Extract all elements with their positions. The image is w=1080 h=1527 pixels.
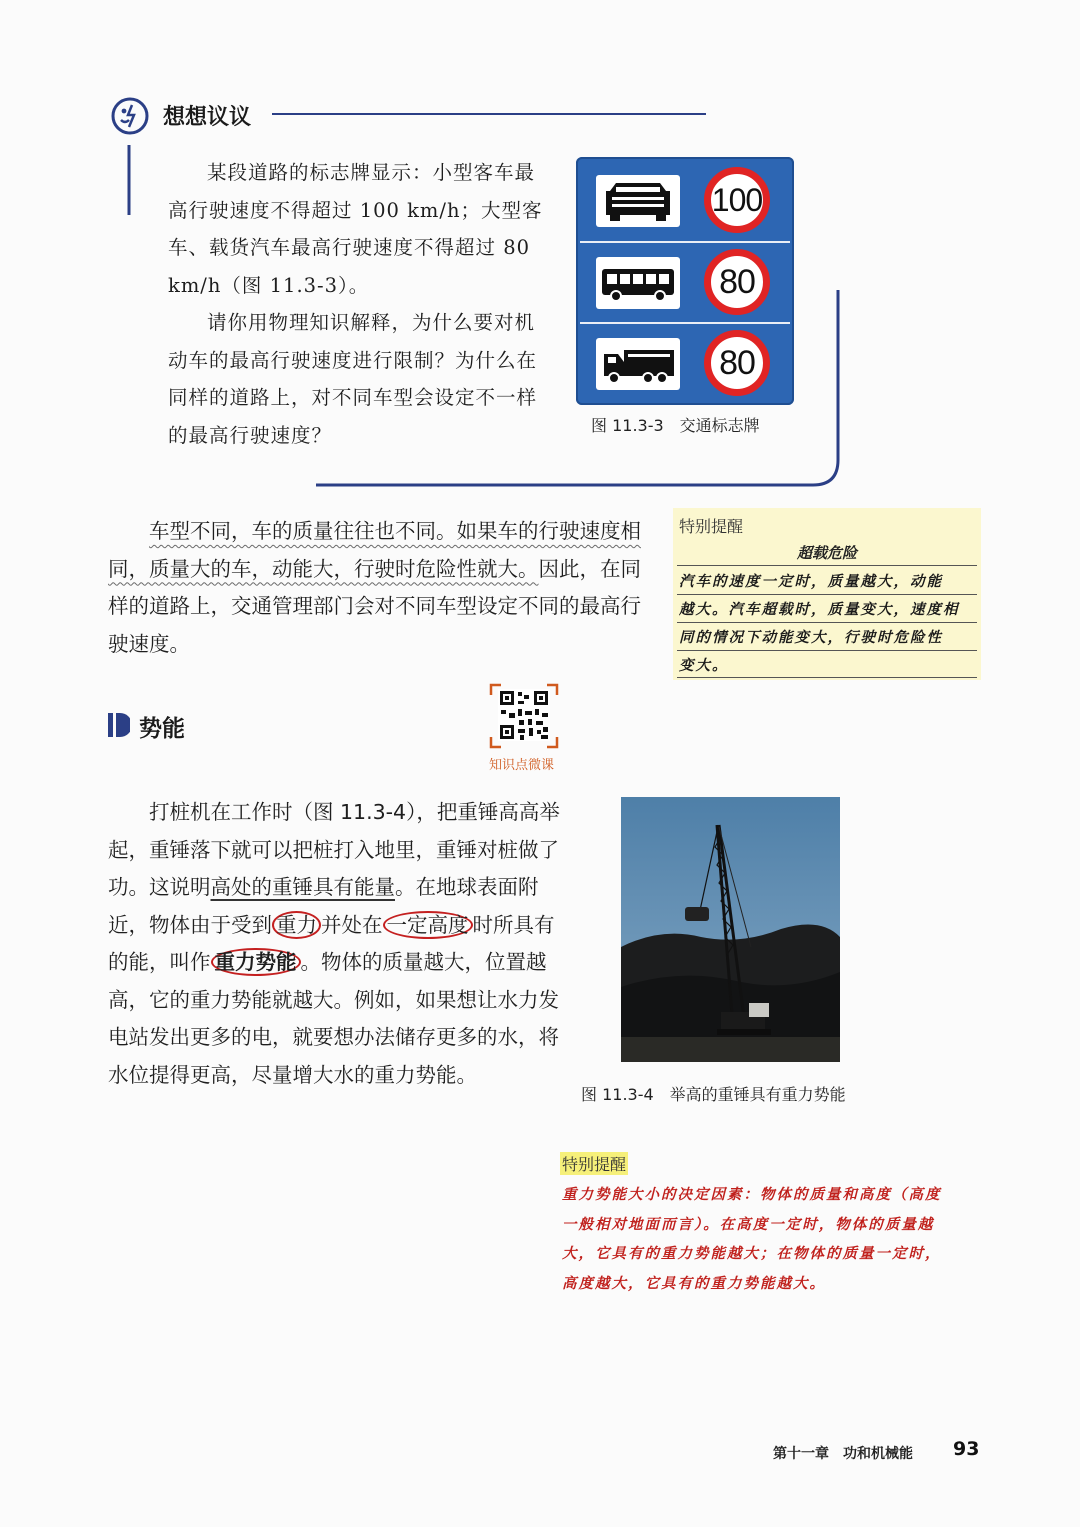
tip-body [679, 568, 979, 680]
underlined-phrase: 高处的重锤具有能量 [210, 875, 395, 899]
tip-line: 大，它具有的重力势能越大；在物体的质量一定时， [562, 1245, 942, 1262]
text-span: 打桩机在工作时（图 11.3-4），把重锤高高举起，重锤落下就可以把桩打入地里，重锤对桩做了功。这说明 [108, 800, 560, 899]
truck-icon [596, 338, 680, 390]
chapter-footer: 第十一章 功和机械能 [773, 1446, 913, 1462]
tip-rule [677, 565, 977, 566]
pile-driver-photo [621, 797, 840, 1062]
circled-gravity: 重力 [272, 911, 321, 939]
potential-energy-paragraph [108, 794, 563, 1094]
page-number: 93 [953, 1438, 980, 1460]
circled-height: 一定高度 [383, 911, 473, 939]
text-span: 。物体的质量越大，位置越高，它的重力势能就越大。例如，如果想让水力发电站发出更多的电，就要想办法储存更多的水，将水位提得更高，尽量增大水的重力势能。 [108, 950, 559, 1087]
car-icon [596, 175, 680, 227]
figure-caption-sign: 图 11.3-3 交通标志牌 [591, 416, 760, 435]
discussion-title: 想想议议 [163, 105, 252, 130]
discussion-rule [272, 113, 706, 115]
tip-line: 同的情况下动能变大，行驶时危险性 [679, 629, 943, 646]
tip-line: 高度越大，它具有的重力势能越大。 [562, 1274, 826, 1292]
tip-title: 超载危险 [796, 544, 857, 562]
sign-row-bus [582, 245, 788, 319]
term-gravitational-potential-energy: 重力势能 [211, 948, 301, 976]
text-span: 并处在 [321, 912, 383, 937]
tip-line: 重力势能大小的决定因素：物体的质量和高度（高度 [562, 1186, 942, 1203]
sign-row-truck [582, 326, 788, 400]
tip-line: 一般相对地面而言）。在高度一定时，物体的质量越 [562, 1215, 935, 1233]
text-span: 。在地球表面附近，物体由于受到 [108, 875, 539, 937]
sign-divider [580, 241, 790, 243]
speed-limit-bus: 80 [704, 249, 770, 315]
text-span: 时所具有的能，叫作 [108, 912, 555, 974]
section-marker-icon [108, 713, 130, 737]
sign-divider [580, 322, 790, 324]
qr-label[interactable]: 知识点微课 [489, 758, 555, 773]
discussion-para-1: 某段道路的标志牌显示：小型客车最高行驶速度不得超过 100 km/h；大型客车、载货汽车最高行驶速度不得超过 80 km/h（图 11.3-3）。 [168, 161, 543, 297]
section-title: 势能 [139, 716, 185, 742]
figure-caption-photo: 图 11.3-4 举高的重锤具有重力势能 [581, 1085, 846, 1104]
sign-row-car [582, 163, 788, 237]
speed-limit-truck: 80 [704, 330, 770, 396]
bus-icon [596, 257, 680, 309]
tip-header: 特别提醒 [679, 517, 744, 536]
tip-header-2: 特别提醒 [560, 1152, 628, 1175]
qr-code-icon[interactable] [489, 683, 559, 749]
speed-limit-car: 100 [704, 167, 770, 233]
main-paragraph [108, 513, 643, 663]
discussion-text [168, 154, 552, 454]
tip-body-2 [562, 1180, 982, 1298]
highlighted-sentence: 车型不同，车的质量往往也不同。如果车的行驶速度相同，质量大的车，动能大，行驶时危险性就大。 [108, 519, 641, 581]
tip-line: 汽车的速度一定时，质量越大，动能 [679, 573, 943, 590]
paragraph-rest: 因此，在同样的道路上，交通管理部门会对不同车型设定不同的最高行驶速度。 [108, 556, 641, 656]
tip-line: 越大。汽车超载时，质量变大，速度相 [679, 601, 960, 618]
tip-line: 变大。 [679, 657, 729, 674]
traffic-sign [576, 157, 794, 405]
discussion-para-2: 请你用物理知识解释，为什么要对机动车的最高行驶速度进行限制？为什么在同样的道路上，对不同车型会设定不一样的最高行驶速度？ [168, 311, 538, 447]
discussion-icon [110, 96, 150, 136]
